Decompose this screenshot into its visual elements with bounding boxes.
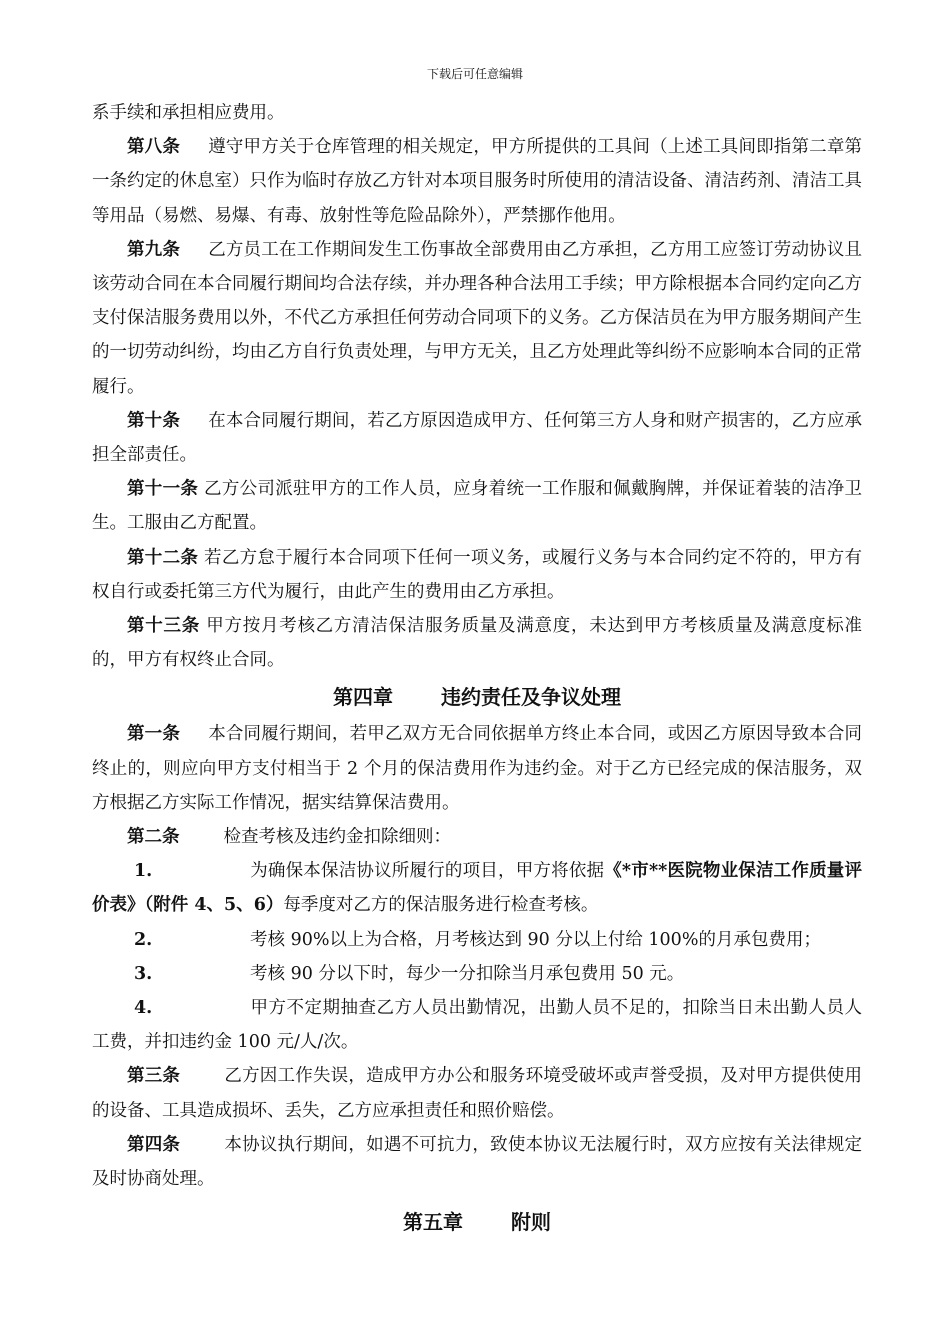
list-item — [92, 991, 862, 1059]
article-number: 第四条 — [127, 1134, 181, 1155]
article-number: 第二条 — [127, 827, 180, 848]
article-11 — [92, 472, 862, 540]
item-number: 3. — [134, 963, 153, 984]
article-number: 第十条 — [127, 410, 181, 431]
chapter-4-heading — [92, 677, 862, 717]
item-text: 考核 90%以上为合格，月考核达到 90 分以上付给 100%的月承包费用； — [250, 929, 821, 950]
article-number: 第十一条 — [127, 479, 199, 500]
chapter-5-heading — [92, 1202, 862, 1242]
article-text: 乙方员工在工作期间发生工伤事故全部费用由乙方承担，乙方用工应签订劳动协议且该劳动合同在本合同履行期间均合法存续，并办理各种合法用工手续；甲方除根据本合同约定向乙方支付保洁服务费用以外，不代乙方承担任何劳动合同项下的义务。乙方保洁员在为甲方服务期间产生的一切劳动纠纷，均由乙方自行负责处理，与甲方无关，且乙方处理此等纠纷不应影响本合同的正常履行。 — [92, 239, 863, 397]
article-text: 乙方因工作失误，造成甲方办公和服务环境受破坏或声誉受损，及对甲方提供使用的设备、工具造成损坏、丢失，乙方应承担责任和照价赔偿。 — [92, 1066, 862, 1121]
article-text: 本协议执行期间，如遇不可抗力，致使本协议无法履行时，双方应按有关法律规定及时协商处理。 — [92, 1134, 862, 1190]
article-9 — [92, 233, 862, 404]
item-text: 为确保本保洁协议所履行的项目，甲方将依据 — [250, 861, 605, 882]
item-text: 考核 90 分以下时，每少一分扣除当月承包费用 50 元。 — [250, 963, 685, 984]
article-text: 甲方按月考核乙方清洁保洁服务质量及满意度，未达到甲方考核质量及满意度标准的，甲方有权终止合同。 — [92, 616, 863, 671]
ch4-article-3 — [92, 1059, 862, 1127]
article-number: 第十三条 — [127, 616, 200, 637]
chapter-title: 附则 — [511, 1210, 551, 1235]
item-number: 4. — [134, 998, 153, 1019]
article-text: 在本合同履行期间，若乙方原因造成甲方、任何第三方人身和财产损害的，乙方应承担全部责任。 — [92, 410, 863, 466]
article-13 — [92, 609, 862, 677]
article-8 — [92, 130, 862, 233]
article-12 — [92, 541, 862, 609]
item-reference: 《*市**医院物业保洁工作质量评价表》（附件 4、5、6） — [92, 861, 862, 916]
article-text: 遵守甲方关于仓库管理的相关规定，甲方所提供的工具间（上述工具间即指第二章第一条约定的休息室）只作为临时存放乙方针对本项目服务时所使用的清洁设备、清洁药剂、清洁工具等用品（易燃、易爆、有毒、放射性等危险品除外），严禁挪作他用。 — [92, 137, 863, 226]
article-text: 系手续和承担相应费用。 — [92, 103, 285, 123]
article-text: 若乙方怠于履行本合同项下任何一项义务，或履行义务与本合同约定不符的，甲方有权自行或委托第三方代为履行，由此产生的费用由乙方承担。 — [92, 547, 862, 602]
item-number: 2. — [134, 929, 153, 950]
article-number: 第九条 — [127, 239, 181, 260]
list-item — [92, 923, 862, 957]
article-text: 检查考核及违约金扣除细则： — [223, 827, 451, 848]
item-number: 1. — [134, 861, 153, 882]
ch4-article-2 — [92, 820, 862, 854]
article-number: 第十二条 — [127, 547, 199, 568]
chapter-number: 第五章 — [403, 1210, 463, 1235]
article-text: 乙方公司派驻甲方的工作人员，应身着统一工作服和佩戴胸牌，并保证着装的洁净卫生。工服由乙方配置。 — [92, 479, 862, 534]
list-item — [92, 957, 862, 991]
ch4-article-1 — [92, 717, 862, 820]
article-10 — [92, 404, 862, 472]
continuation-text — [92, 96, 862, 130]
ch4-article-4 — [92, 1128, 862, 1196]
page-header: 下载后可任意编辑 — [426, 67, 523, 81]
article-number: 第八条 — [127, 137, 181, 158]
item-text-after: 每季度对乙方的保洁服务进行检查考核。 — [283, 895, 599, 916]
chapter-number: 第四章 — [333, 685, 393, 710]
document-body — [92, 96, 862, 1242]
article-number: 第三条 — [127, 1066, 181, 1087]
list-item — [92, 854, 862, 922]
article-text: 本合同履行期间，若甲乙双方无合同依据单方终止本合同，或因乙方原因导致本合同终止的，则应向甲方支付相当于 2 个月的保洁费用作为违约金。对于乙方已经完成的保洁服务，双方根据乙方实际工作情况，据实结算保洁费用。 — [92, 724, 863, 813]
article-number: 第一条 — [127, 724, 181, 745]
chapter-title: 违约责任及争议处理 — [441, 685, 621, 710]
item-text: 甲方不定期抽查乙方人员出勤情况，出勤人员不足的，扣除当日未出勤人员人工费，并扣违约金 100 元/人/次。 — [92, 998, 862, 1053]
